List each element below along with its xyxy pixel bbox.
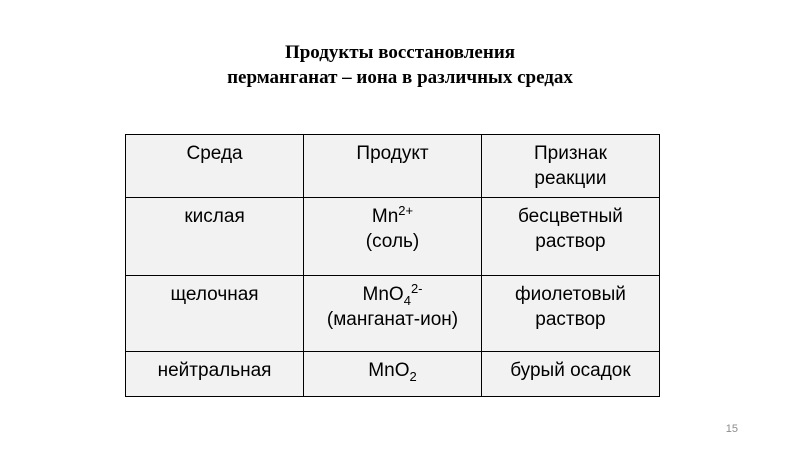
formula-charge: 2+: [398, 203, 414, 218]
product-cell: [304, 198, 482, 276]
sign-line-2: раствор: [535, 309, 606, 330]
header-sign: [481, 135, 659, 198]
title-line-1: Продукты восстановления: [284, 42, 516, 63]
header-sign-line-2: реакции: [534, 168, 607, 189]
slide-title: [0, 40, 800, 90]
sign-cell: [481, 352, 659, 397]
product-formula: [308, 282, 477, 307]
formula-subscript: 2: [409, 369, 417, 384]
sign-line-2: раствор: [535, 231, 606, 252]
formula-charge: 2-: [410, 281, 423, 296]
header-product: Продукт: [304, 135, 482, 198]
product-note: (соль): [365, 231, 420, 252]
table-row: [126, 276, 660, 352]
sign-cell: [481, 198, 659, 276]
title-line-2: перманганат – иона в различных средах: [227, 67, 573, 88]
product-formula: [308, 358, 477, 383]
sign-cell: [481, 276, 659, 352]
formula-base: Mn: [371, 206, 399, 227]
product-formula: [308, 204, 477, 229]
medium-cell: нейтральная: [126, 352, 304, 397]
reduction-products-table: [125, 134, 660, 397]
medium-cell: кислая: [126, 198, 304, 276]
formula-subscript: 4: [403, 293, 411, 308]
formula-base: MnO: [368, 360, 410, 381]
table-row: [126, 352, 660, 397]
table-row: [126, 198, 660, 276]
formula-base: MnO: [362, 284, 404, 305]
header-medium: Среда: [126, 135, 304, 198]
header-sign-line-1: Признак: [533, 143, 607, 164]
table-header-row: [126, 135, 660, 198]
sign-line-1: бурый осадок: [510, 360, 631, 381]
sign-line-1: фиолетовый: [515, 284, 626, 305]
product-note: (манганат-ион): [326, 309, 459, 330]
sign-line-1: бесцветный: [518, 206, 623, 227]
product-cell: [304, 352, 482, 397]
medium-cell: щелочная: [126, 276, 304, 352]
product-cell: [304, 276, 482, 352]
page-number: 15: [725, 423, 738, 435]
